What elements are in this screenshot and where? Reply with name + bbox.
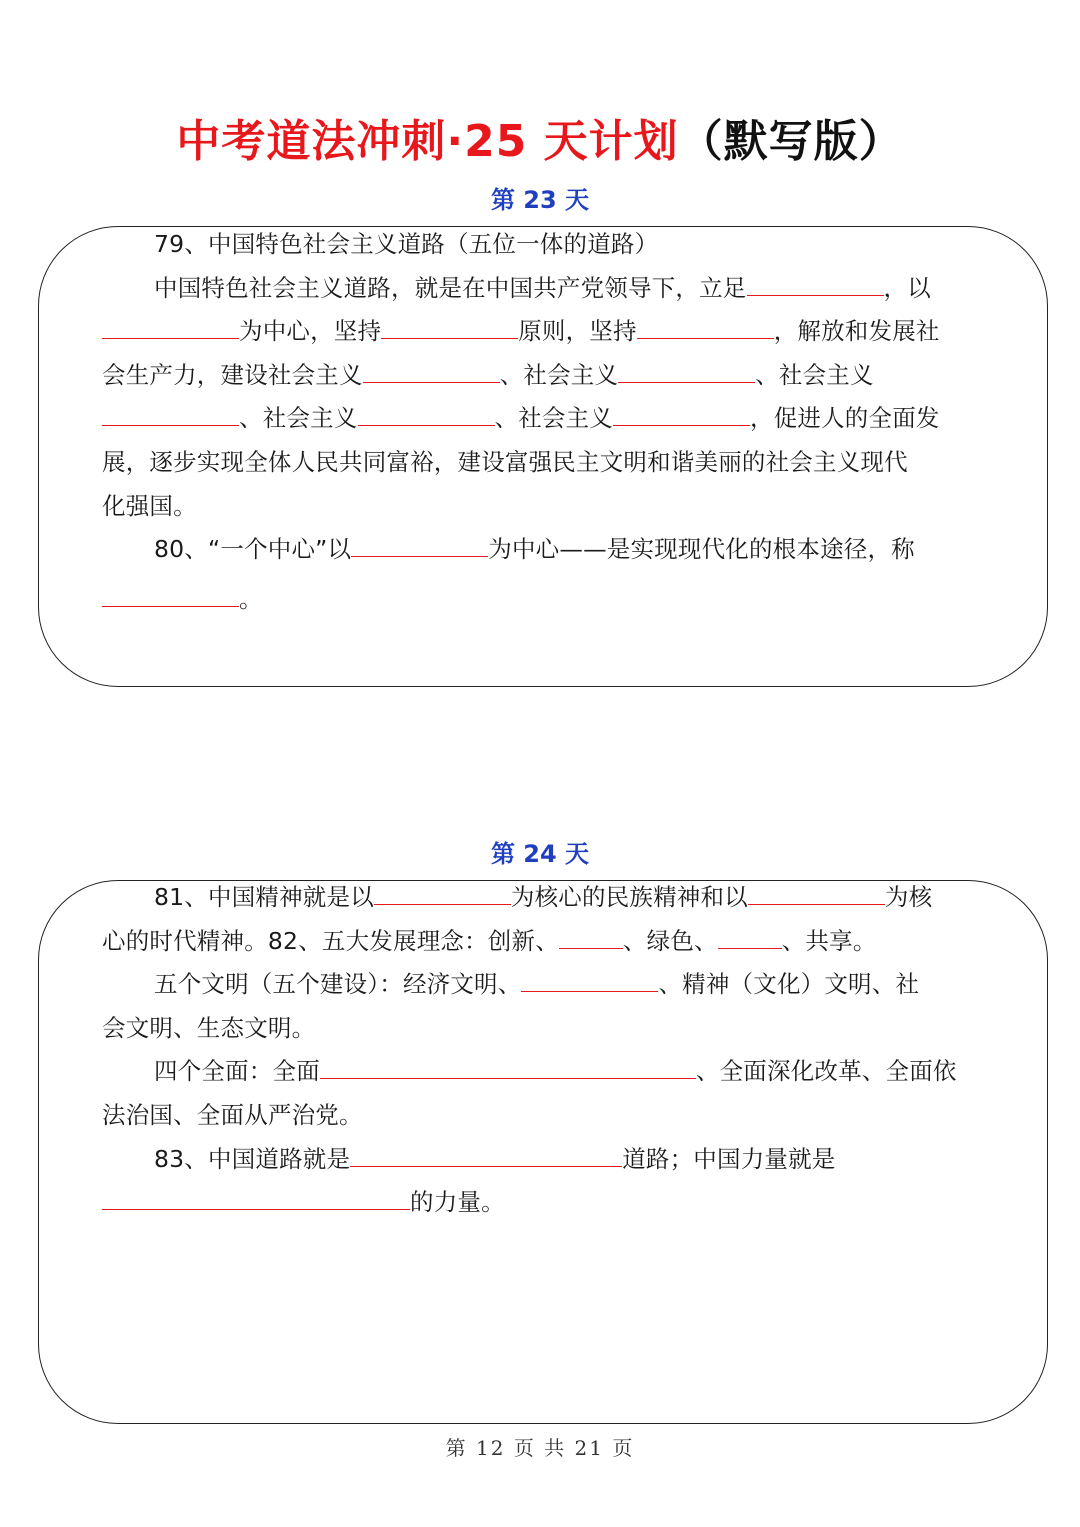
page-number: 第 12 页 共 21 页 (445, 1436, 635, 1460)
fill-blank[interactable] (350, 1142, 622, 1167)
fill-blank[interactable] (613, 401, 750, 426)
fill-blank[interactable] (363, 358, 500, 383)
fill-blank[interactable] (637, 314, 774, 339)
fill-blank[interactable] (374, 880, 511, 905)
q79-line-3: 会生产力，建设社会主义 、社会主义 、社会主义 (102, 354, 982, 398)
fill-blank[interactable] (102, 314, 239, 339)
fill-blank[interactable] (102, 401, 239, 426)
q83-line-2: 的力量。 (102, 1181, 982, 1225)
q82-line-5: 法治国、全面从严治党。 (102, 1100, 363, 1129)
day-23-content (102, 223, 982, 621)
day-24-heading: 第 24 天 (490, 840, 590, 868)
q79-line-2: 为中心，坚持 原则，坚持 ，解放和发展社 (102, 310, 982, 354)
fill-blank[interactable] (618, 358, 755, 383)
fill-blank[interactable] (559, 924, 623, 949)
fill-blank[interactable] (320, 1054, 696, 1079)
q81-line-1: 81、中国精神就是以 为核心的民族精神和以 为核 (102, 876, 982, 920)
q81-q82-line: 心的时代精神。82、五大发展理念：创新、 、绿色、 、共享。 (102, 920, 982, 964)
q79-title: 79、中国特色社会主义道路（五位一体的道路） (154, 230, 659, 258)
fill-blank[interactable] (748, 880, 885, 905)
fill-blank[interactable] (521, 967, 658, 992)
fill-blank[interactable] (102, 1185, 410, 1210)
q82-line-4: 四个全面：全面 、全面深化改革、全面依 (102, 1050, 982, 1094)
q79-line-4: 、社会主义 、社会主义 ，促进人的全面发 (102, 397, 982, 441)
day-24-content (102, 876, 982, 1225)
fill-blank[interactable] (351, 532, 488, 557)
q82-line-3: 会文明、生态文明。 (102, 1013, 316, 1042)
fill-blank[interactable] (358, 401, 495, 426)
fill-blank[interactable] (381, 314, 518, 339)
page-title (0, 112, 1080, 172)
q79-line-6: 化强国。 (102, 491, 197, 520)
q82-line-2: 五个文明（五个建设）：经济文明、 、精神（文化）文明、社 (102, 963, 982, 1007)
q79-line-1: 中国特色社会主义道路，就是在中国共产党领导下，立足 ，以 (102, 267, 982, 311)
q83-line-1: 83、中国道路就是 道路；中国力量就是 (102, 1138, 982, 1182)
q80-line-2: 。 (102, 578, 982, 622)
q80-line-1: 80、“一个中心”以 为中心——是实现现代化的根本途径，称 (102, 528, 982, 572)
q79-line-5: 展，逐步实现全体人民共同富裕，建设富强民主文明和谐美丽的社会主义现代 (102, 447, 908, 476)
fill-blank[interactable] (102, 582, 239, 607)
day-23-heading: 第 23 天 (490, 186, 590, 214)
fill-blank[interactable] (718, 924, 782, 949)
title-main: 中考道法冲刺·25 天计划 (176, 116, 679, 167)
fill-blank[interactable] (747, 271, 884, 296)
title-edition: （默写版） (678, 116, 904, 167)
